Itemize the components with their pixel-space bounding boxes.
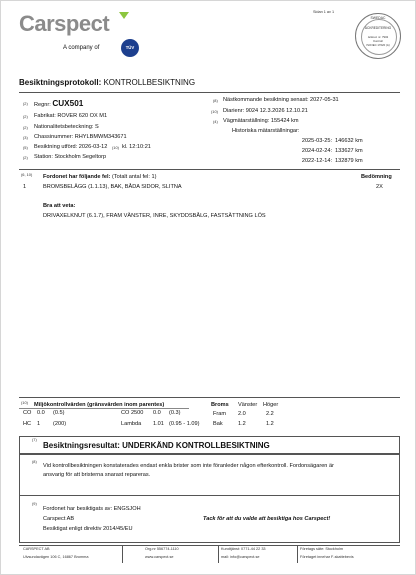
document-title	[19, 78, 195, 87]
chassi-ref: (3)	[23, 135, 28, 140]
env-code: Lambda	[121, 421, 142, 427]
brake-right-value: 1.2	[266, 421, 274, 427]
station: Station: Stockholm Segeltorp	[34, 154, 107, 160]
footer-website: www.carspect.se	[145, 555, 174, 559]
env-code: CO 2500	[121, 410, 144, 416]
nasta-ref: (8)	[213, 98, 218, 103]
historik-label: Historiska mätarställningar:	[232, 128, 300, 134]
utford-ref: (5)	[23, 145, 28, 150]
footer-separator	[297, 546, 298, 563]
company-of-label: A company of	[63, 45, 100, 51]
carspect-logo: Carspect	[19, 11, 110, 36]
env-heading: Miljökontrollvärden (gränsvärden inom parentes)	[34, 402, 165, 408]
faults-heading-label: Fordonet har följande fel:	[43, 174, 111, 180]
inspector-name: Fordonet har besiktigats av: ENGSJOH	[43, 506, 141, 512]
footer-separator	[122, 546, 123, 563]
brake-left-value: 2.0	[238, 411, 246, 417]
historik-date: 2024-02-24:	[301, 148, 332, 154]
inspector-directive: Besiktigat enligt direktiv 2014/45/EU	[43, 526, 133, 532]
title-label: Besiktningsprotokoll:	[19, 78, 102, 87]
diarienr: Diarienr: 9024 12.3.2026 12.10.21	[223, 108, 308, 114]
regnr-label: Regnr:	[34, 102, 51, 108]
page-number: Sidan 1 av 1	[313, 10, 335, 14]
fault-grade: 2X	[376, 184, 383, 190]
footer-separator	[218, 546, 219, 563]
result-label: Besiktningsresultat:	[43, 441, 120, 450]
historik-date: 2022-12-14:	[301, 158, 332, 164]
heart-icon	[119, 12, 129, 19]
brake-header-hoger: Höger	[263, 402, 279, 408]
notice-line-2: ansvarig för att bristerna snarast repareras.	[43, 472, 151, 478]
env-ref: (10)	[21, 400, 28, 405]
matar-ref: (4)	[213, 119, 218, 124]
env-code: CO	[23, 410, 32, 416]
inspector-company: Carspect AB	[43, 516, 75, 522]
footer-fskatt: Företaget innehar F-skattebevis	[300, 555, 354, 559]
footer-seat: Företags säte: Stockholm	[300, 547, 344, 551]
brake-header-broms: Broms	[211, 402, 229, 408]
env-value: 0.0	[37, 410, 45, 416]
nationalitet: Nationalitetsbeteckning: S	[34, 124, 99, 130]
env-limit: (0.3)	[169, 410, 181, 416]
footer-phone: Kundtjänst: 0771-44 22 33	[221, 547, 266, 551]
faults-total: (Totalt antal fel: 1)	[112, 174, 157, 180]
regnr-row	[34, 100, 83, 109]
swedac-seal	[355, 13, 401, 59]
brake-position: Bak	[213, 421, 223, 427]
env-value: 1	[37, 421, 41, 427]
result-value: UNDERKÄND KONTROLLBESIKTNING	[122, 441, 270, 450]
regnr-ref: (2)	[23, 101, 28, 106]
faults-ref: (6, 10)	[21, 172, 33, 177]
result-ref: (7)	[32, 437, 37, 442]
fault-index: 1	[23, 184, 27, 190]
good-to-know-heading: Bra att veta:	[43, 203, 76, 209]
kl-ref: (10)	[112, 145, 119, 150]
env-code: HC	[23, 421, 32, 427]
env-value: 1.01	[153, 421, 164, 427]
env-limit: (200)	[53, 421, 67, 427]
vagmatarstallning: Vägmätarställning: 155424 km	[223, 118, 299, 124]
faults-heading	[43, 174, 156, 181]
thanks-message: Tack för att du valde att besiktiga hos Carspect!	[203, 516, 331, 522]
footer-company: CARSPECT AB	[23, 547, 50, 551]
seal-kontroll: Kontroll	[373, 39, 383, 43]
env-limit: (0.5)	[53, 410, 65, 416]
footer-email: mail: info@carspect.se	[221, 555, 260, 559]
seal-accred-no: Ackred. nr. 7902	[367, 35, 389, 39]
info-divider	[19, 169, 400, 170]
nationalitet-ref: (2)	[23, 125, 28, 130]
footer-orgnr: Org.nr 556774-1110	[145, 547, 179, 551]
besiktning-utford: Besiktning utförd: 2026-03-12	[34, 144, 108, 150]
bedomning-header: Bedömning	[361, 174, 392, 180]
seal-mid-text: ACKREDITERING	[364, 26, 392, 30]
fabrikat: Fabrikat: ROVER 620 OX M1	[34, 113, 108, 119]
env-value: 0.0	[153, 410, 161, 416]
fault-text: BROMSBELÄGG (1.1.13), BAK, BÅDA SIDOR, SLITNA	[43, 184, 182, 190]
title-value: KONTROLLBESIKTNING	[103, 78, 196, 87]
historik-km: 146632 km	[335, 138, 363, 144]
footer-divider	[19, 545, 400, 546]
env-heading-underline	[19, 408, 189, 409]
notice-line-1: Vid kontrollbesiktningen konstaterades endast enkla brister som inte föranleder någon efterkontroll. Fordonsägaren är	[43, 463, 334, 469]
seal-iso: ISO/IEC 17020 (A)	[366, 43, 390, 47]
env-divider	[19, 397, 400, 398]
good-to-know-text: DRIVAXELKNUT (6.1.7), FRAM VÄNSTER, INRE, SKYDDSBÅLG, FASTSÄTTNING LÖS	[43, 213, 266, 219]
historik-km: 133627 km	[335, 148, 363, 154]
brake-header-vanster: Vänster	[238, 402, 258, 408]
station-ref: (2)	[23, 155, 28, 160]
footer-address: Ulvsundavägen 106 C, 16867 Bromma	[23, 555, 89, 559]
title-divider	[19, 92, 400, 93]
chassinummer: Chassinummer: RHYLBMWM343671	[34, 134, 127, 140]
brake-right-value: 2.2	[266, 411, 274, 417]
nasta-besiktning: Nästkommande besiktning senast: 2027-05-31	[223, 97, 339, 103]
notice-ref: (8)	[32, 459, 37, 464]
brake-position: Fram	[213, 411, 227, 417]
fabrikat-ref: (2)	[23, 114, 28, 119]
diarie-ref: (10)	[211, 109, 218, 114]
regnr-value: CUX501	[52, 99, 84, 108]
notice-divider	[19, 495, 400, 496]
historik-km: 132879 km	[335, 158, 363, 164]
env-limit: (0.95 - 1.09)	[169, 421, 200, 427]
seal-top-text: SWEDAC	[370, 16, 386, 20]
tuv-logo: TÜV	[121, 39, 139, 57]
inspector-ref: (9)	[32, 501, 37, 506]
besiktning-time: kl. 12:10:21	[122, 144, 151, 150]
result-line	[43, 441, 270, 450]
historik-date: 2025-03-25:	[301, 138, 332, 144]
brake-left-value: 1.2	[238, 421, 246, 427]
